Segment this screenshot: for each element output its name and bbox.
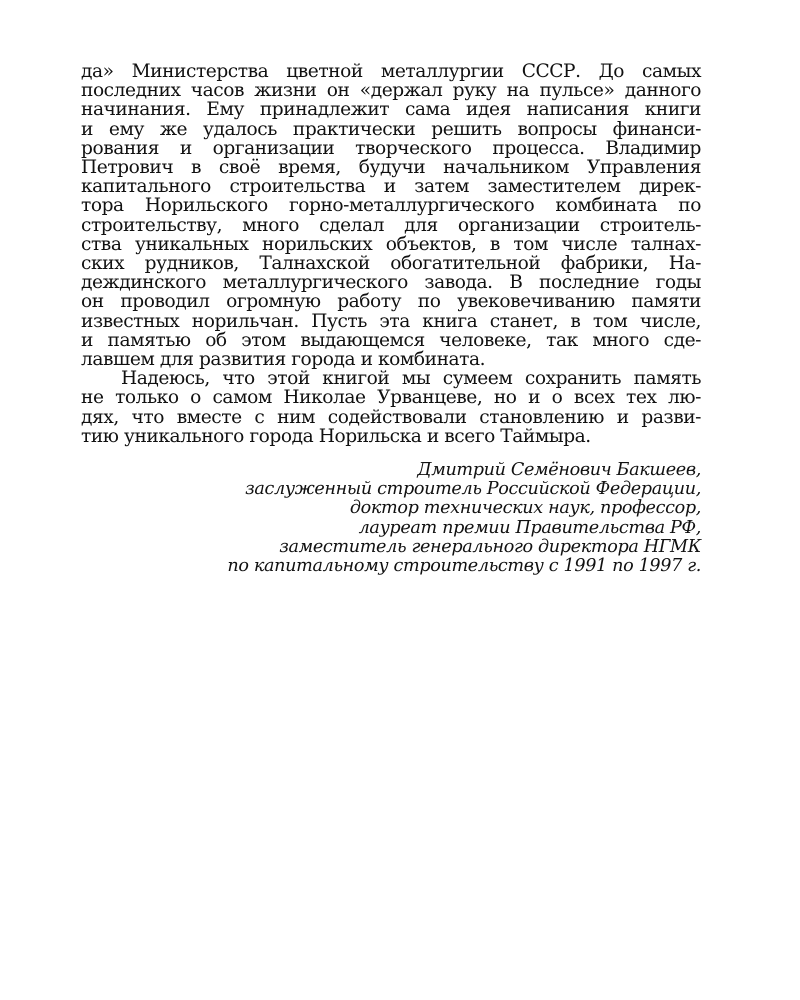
author-title: заместитель генерального директора НГМК (279, 536, 701, 557)
paragraph-continued (81, 62, 701, 369)
text-line: начинания. Ему принадлежит сама идея написания книги (81, 99, 701, 121)
text-line: тию уникального города Норильска и всего Таймыра. (81, 425, 591, 447)
paragraph-closing (81, 369, 701, 446)
text-line: дях, что вместе с ним содействовали становлению и разви- (81, 406, 701, 428)
text-line: известных норильчан. Пусть эта книга станет, в том числе, (81, 310, 701, 332)
text-line: да» Министерства цветной металлургии СССР. До самых (81, 61, 701, 82)
author-title: доктор технических наук, профессор, (349, 498, 701, 519)
author-name: Дмитрий Семёнович Бакшеев, (417, 460, 701, 481)
author-title: лауреат премии Правительства РФ, (358, 517, 701, 538)
text-line: он проводил огромную работу по увековечиванию памяти (81, 291, 701, 313)
text-line: последних часов жизни он «держал руку на пульсе» данного (81, 80, 701, 102)
text-line: Надеюсь, что этой книгой мы сумеем сохранить память (121, 368, 701, 390)
text-line: ских рудников, Талнахской обогатительной фабрики, На- (81, 253, 701, 275)
text-line: рования и организации творческого процесса. Владимир (81, 137, 701, 159)
text-line: строительству, много сделал для организации строитель- (81, 214, 701, 236)
text-line: тора Норильского горно-металлургического комбината по (81, 195, 701, 217)
text-line: Петрович в своё время, будучи начальником Управления (81, 157, 701, 179)
text-line: не только о самом Николае Урванцеве, но и о всех тех лю- (81, 387, 701, 409)
author-title: заслуженный строитель Российской Федерации, (245, 479, 701, 500)
text-line: и ему же удалось практически решить вопросы финанси- (81, 118, 701, 140)
text-line: деждинского металлургического завода. В последние годы (81, 272, 701, 294)
text-line: капитального строительства и затем заместителем дирек- (81, 176, 701, 198)
text-line: лавшем для развития города и комбината. (81, 349, 486, 371)
author-title: по капитальному строительству с 1991 по 1997 г. (227, 556, 701, 577)
document-page (81, 62, 701, 576)
text-line: и памятью об этом выдающемся человеке, так много сде- (81, 329, 701, 351)
author-signature-block (81, 461, 701, 576)
text-line: ства уникальных норильских объектов, в том числе талнах- (81, 233, 701, 255)
